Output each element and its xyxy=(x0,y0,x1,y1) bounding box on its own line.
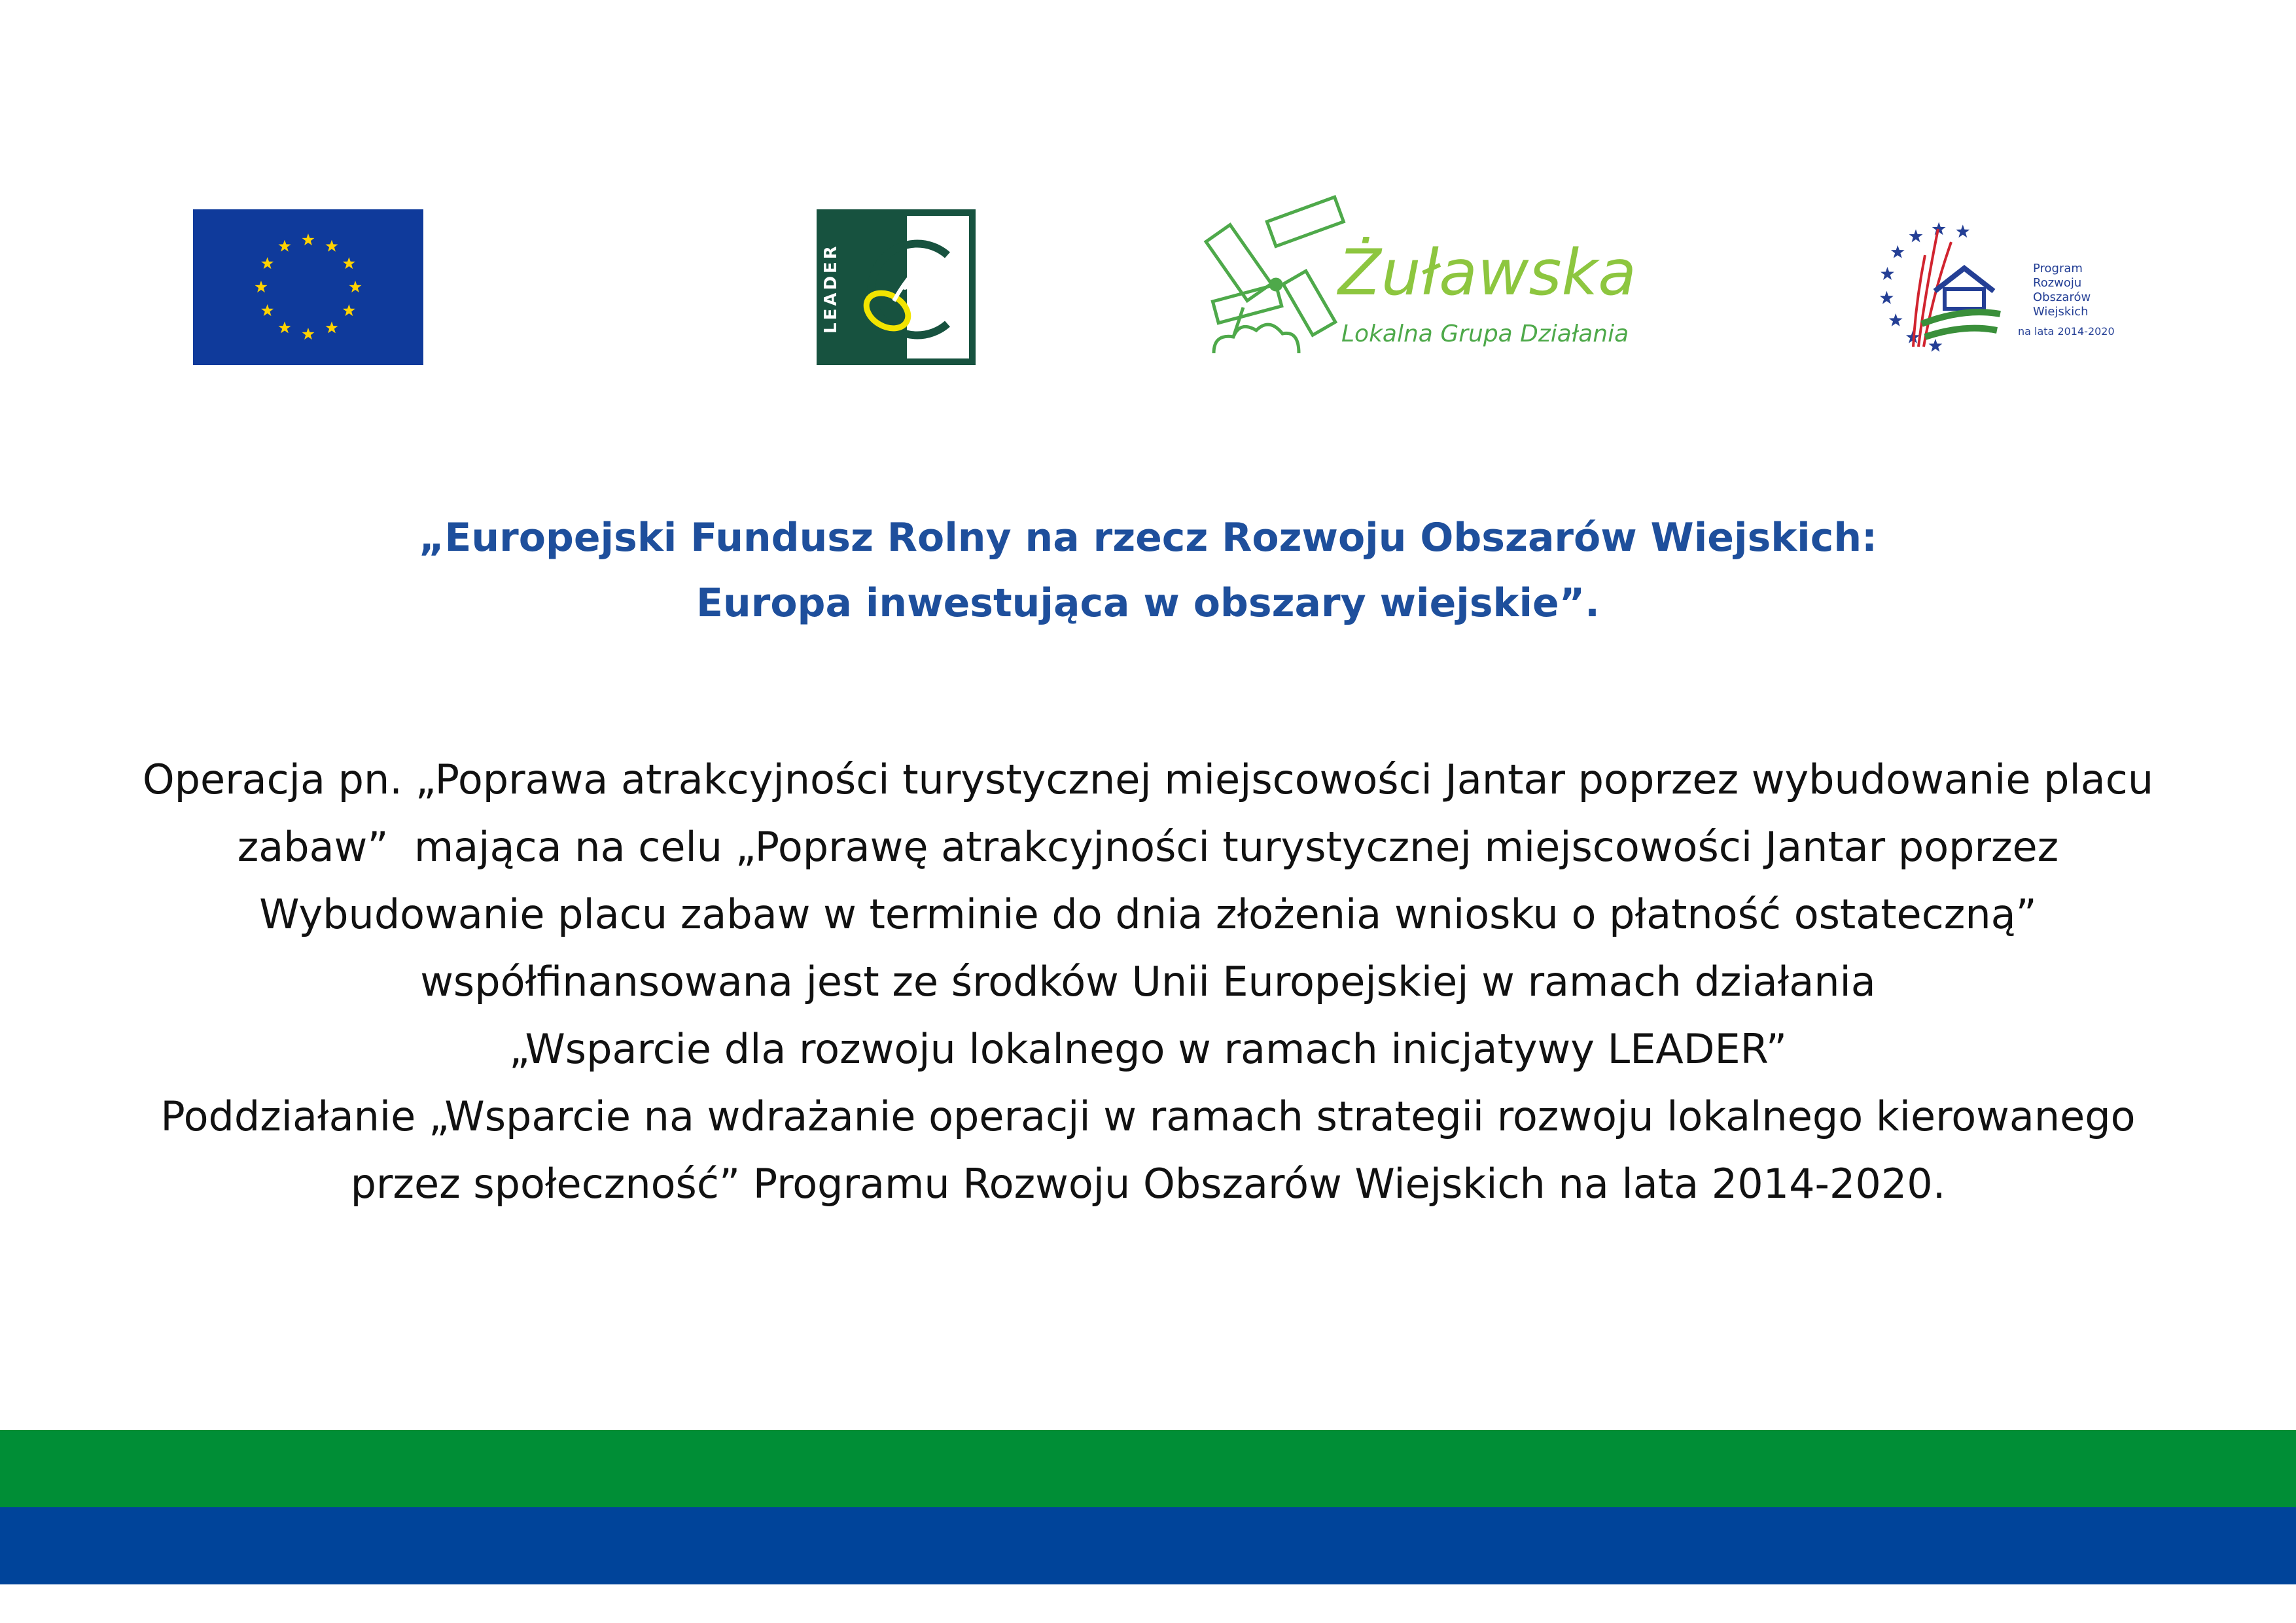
body-line-4: współfinansowana jest ze środków Unii Europejskiej w ramach działania xyxy=(420,958,1876,1005)
prow-star-icon xyxy=(1880,291,1894,304)
eu-flag-icon xyxy=(193,209,423,365)
zulawska-subtitle: Lokalna Grupa Działania xyxy=(1341,321,1629,347)
prow-star-icon xyxy=(1956,224,1969,237)
body-line-2: zabaw” mająca na celu „Poprawę atrakcyjności turystycznej miejscowości Jantar poprzez xyxy=(237,823,2059,871)
prow-years: na lata 2014-2020 xyxy=(2018,325,2115,338)
headline-line-1: „Europejski Fundusz Rolny na rzecz Rozwoju Obszarów Wiejskich: xyxy=(418,515,1878,561)
prow-star-icon xyxy=(1909,230,1923,243)
prow-line-4: Wiejskich xyxy=(2033,305,2089,319)
leader-logo xyxy=(817,209,976,365)
prow-logo xyxy=(1873,216,2115,360)
leader-logo-text: LEADER xyxy=(821,243,841,334)
body-line-7: przez społeczność” Programu Rozwoju Obszarów Wiejskich na lata 2014-2020. xyxy=(350,1160,1946,1208)
prow-line-3: Obszarów xyxy=(2033,290,2091,304)
prow-star-icon xyxy=(1929,339,1943,352)
prow-line-2: Rozwoju xyxy=(2033,276,2082,290)
body-line-3: Wybudowanie placu zabaw w terminie do dnia złożenia wniosku o płatność ostateczną” xyxy=(259,890,2037,938)
prow-star-icon xyxy=(1932,222,1946,235)
eu-flag-logo xyxy=(193,209,423,365)
headline-line-2: Europa inwestująca w obszary wiejskie”. xyxy=(696,580,1600,626)
zulawska-name: Żuławska xyxy=(1338,236,1636,309)
footer-green-band xyxy=(0,1430,2296,1507)
prow-logo-icon xyxy=(1873,216,2115,360)
windmill-logo-icon xyxy=(1204,196,1636,361)
prow-star-icon xyxy=(1891,245,1905,258)
operation-description xyxy=(0,746,2296,1217)
headline xyxy=(0,505,2296,636)
body-line-5: „Wsparcie dla rozwoju lokalnego w ramach inicjatywy LEADER” xyxy=(509,1025,1787,1073)
prow-star-icon xyxy=(1881,267,1894,280)
body-line-6: Poddziałanie „Wsparcie na wdrażanie operacji w ramach strategii rozwoju lokalnego kierowanego xyxy=(160,1092,2136,1140)
prow-line-1: Program xyxy=(2033,262,2083,275)
prow-star-icon xyxy=(1889,313,1903,326)
footer-blue-band xyxy=(0,1507,2296,1584)
body-line-1: Operacja pn. „Poprawa atrakcyjności turystycznej miejscowości Jantar poprzez wybudowanie placu xyxy=(142,756,2154,803)
zulawska-logo xyxy=(1204,196,1636,361)
leader-logo-icon xyxy=(817,209,976,365)
